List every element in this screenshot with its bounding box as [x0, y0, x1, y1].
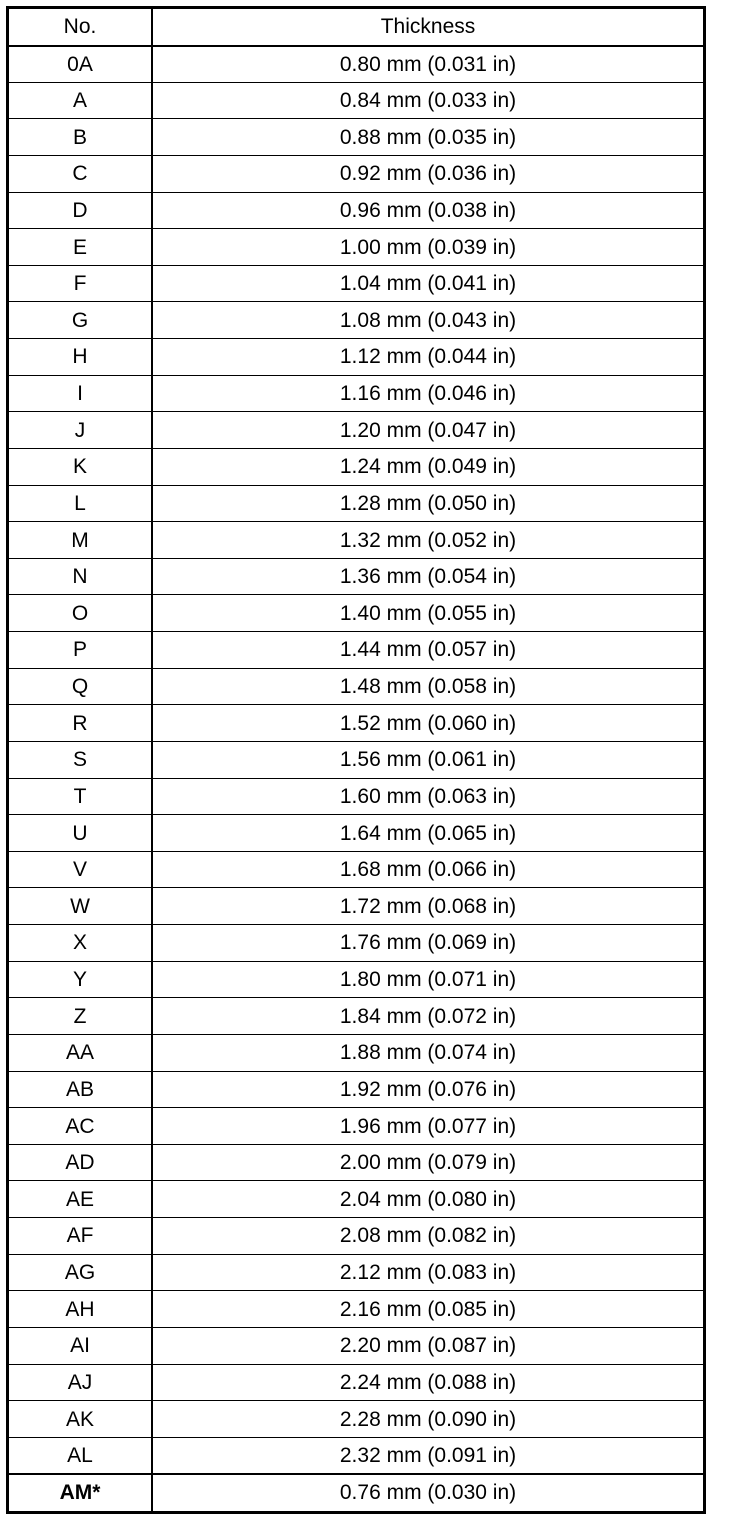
cell-thickness: 1.48 mm (0.058 in) — [152, 668, 703, 705]
table-row — [9, 1108, 703, 1145]
cell-thickness: 1.76 mm (0.069 in) — [152, 925, 703, 962]
cell-thickness: 0.92 mm (0.036 in) — [152, 155, 703, 192]
cell-thickness: 1.44 mm (0.057 in) — [152, 632, 703, 669]
table-row — [9, 778, 703, 815]
cell-no: T — [9, 778, 152, 815]
table-body — [9, 46, 703, 1511]
cell-no: K — [9, 448, 152, 485]
cell-thickness: 1.28 mm (0.050 in) — [152, 485, 703, 522]
thickness-table — [9, 9, 703, 1511]
cell-no: X — [9, 925, 152, 962]
table-row — [9, 265, 703, 302]
table-row — [9, 82, 703, 119]
cell-thickness: 1.56 mm (0.061 in) — [152, 741, 703, 778]
table-row — [9, 375, 703, 412]
table-row — [9, 961, 703, 998]
cell-no: R — [9, 705, 152, 742]
cell-thickness: 1.60 mm (0.063 in) — [152, 778, 703, 815]
table-row — [9, 1218, 703, 1255]
column-header-thickness: Thickness — [152, 9, 703, 46]
cell-thickness: 2.24 mm (0.088 in) — [152, 1364, 703, 1401]
cell-thickness: 0.76 mm (0.030 in) — [152, 1474, 703, 1511]
table-row — [9, 522, 703, 559]
cell-no: AD — [9, 1144, 152, 1181]
table-row — [9, 888, 703, 925]
cell-no: Z — [9, 998, 152, 1035]
cell-thickness: 1.64 mm (0.065 in) — [152, 815, 703, 852]
cell-thickness: 2.16 mm (0.085 in) — [152, 1291, 703, 1328]
cell-thickness: 1.00 mm (0.039 in) — [152, 229, 703, 266]
cell-no: D — [9, 192, 152, 229]
table-row — [9, 448, 703, 485]
cell-thickness: 1.40 mm (0.055 in) — [152, 595, 703, 632]
cell-thickness: 1.52 mm (0.060 in) — [152, 705, 703, 742]
cell-thickness: 0.96 mm (0.038 in) — [152, 192, 703, 229]
table-row — [9, 668, 703, 705]
cell-no: AB — [9, 1071, 152, 1108]
cell-no: AM* — [9, 1474, 152, 1511]
cell-thickness: 0.84 mm (0.033 in) — [152, 82, 703, 119]
table-row — [9, 595, 703, 632]
cell-thickness: 1.16 mm (0.046 in) — [152, 375, 703, 412]
cell-no: S — [9, 741, 152, 778]
table-row — [9, 1401, 703, 1438]
cell-thickness: 2.20 mm (0.087 in) — [152, 1327, 703, 1364]
cell-no: AL — [9, 1437, 152, 1474]
table-row — [9, 192, 703, 229]
table-row — [9, 155, 703, 192]
cell-thickness: 1.08 mm (0.043 in) — [152, 302, 703, 339]
table-row — [9, 1181, 703, 1218]
cell-no: H — [9, 339, 152, 376]
cell-no: W — [9, 888, 152, 925]
table-row — [9, 1291, 703, 1328]
cell-no: AC — [9, 1108, 152, 1145]
table-row — [9, 302, 703, 339]
cell-thickness: 1.12 mm (0.044 in) — [152, 339, 703, 376]
table-row — [9, 46, 703, 83]
cell-no: F — [9, 265, 152, 302]
cell-no: 0A — [9, 46, 152, 83]
cell-thickness: 1.72 mm (0.068 in) — [152, 888, 703, 925]
column-header-no: No. — [9, 9, 152, 46]
table-row — [9, 119, 703, 156]
cell-thickness: 2.12 mm (0.083 in) — [152, 1254, 703, 1291]
cell-no: Y — [9, 961, 152, 998]
cell-no: V — [9, 851, 152, 888]
table-row — [9, 1034, 703, 1071]
cell-no: L — [9, 485, 152, 522]
table-row — [9, 1144, 703, 1181]
table-row — [9, 229, 703, 266]
table-row — [9, 558, 703, 595]
table-row — [9, 632, 703, 669]
cell-no: N — [9, 558, 152, 595]
cell-thickness: 1.20 mm (0.047 in) — [152, 412, 703, 449]
cell-no: AA — [9, 1034, 152, 1071]
cell-thickness: 2.00 mm (0.079 in) — [152, 1144, 703, 1181]
table-row — [9, 705, 703, 742]
cell-no: AK — [9, 1401, 152, 1438]
cell-thickness: 1.04 mm (0.041 in) — [152, 265, 703, 302]
cell-no: B — [9, 119, 152, 156]
cell-thickness: 2.08 mm (0.082 in) — [152, 1218, 703, 1255]
cell-no: AJ — [9, 1364, 152, 1401]
cell-no: O — [9, 595, 152, 632]
cell-no: A — [9, 82, 152, 119]
cell-thickness: 1.92 mm (0.076 in) — [152, 1071, 703, 1108]
cell-no: E — [9, 229, 152, 266]
table-row — [9, 1071, 703, 1108]
table-row — [9, 851, 703, 888]
table-row — [9, 412, 703, 449]
cell-no: J — [9, 412, 152, 449]
cell-thickness: 0.80 mm (0.031 in) — [152, 46, 703, 83]
cell-thickness: 2.32 mm (0.091 in) — [152, 1437, 703, 1474]
cell-no: U — [9, 815, 152, 852]
table-row — [9, 1364, 703, 1401]
table-row — [9, 925, 703, 962]
thickness-table-frame — [6, 6, 706, 1514]
cell-thickness: 2.28 mm (0.090 in) — [152, 1401, 703, 1438]
cell-no: AF — [9, 1218, 152, 1255]
cell-no: M — [9, 522, 152, 559]
cell-thickness: 1.96 mm (0.077 in) — [152, 1108, 703, 1145]
cell-no: Q — [9, 668, 152, 705]
cell-thickness: 1.80 mm (0.071 in) — [152, 961, 703, 998]
cell-thickness: 1.88 mm (0.074 in) — [152, 1034, 703, 1071]
cell-no: P — [9, 632, 152, 669]
table-row — [9, 339, 703, 376]
table-row — [9, 1474, 703, 1511]
table-row — [9, 998, 703, 1035]
cell-no: C — [9, 155, 152, 192]
table-header-row — [9, 9, 703, 46]
table-row — [9, 1437, 703, 1474]
cell-thickness: 1.36 mm (0.054 in) — [152, 558, 703, 595]
cell-no: AE — [9, 1181, 152, 1218]
cell-thickness: 1.84 mm (0.072 in) — [152, 998, 703, 1035]
table-row — [9, 1327, 703, 1364]
cell-no: G — [9, 302, 152, 339]
cell-thickness: 1.68 mm (0.066 in) — [152, 851, 703, 888]
cell-no: AH — [9, 1291, 152, 1328]
table-row — [9, 741, 703, 778]
cell-thickness: 0.88 mm (0.035 in) — [152, 119, 703, 156]
table-row — [9, 1254, 703, 1291]
cell-thickness: 1.32 mm (0.052 in) — [152, 522, 703, 559]
cell-no: I — [9, 375, 152, 412]
cell-no: AG — [9, 1254, 152, 1291]
cell-thickness: 1.24 mm (0.049 in) — [152, 448, 703, 485]
table-row — [9, 815, 703, 852]
table-row — [9, 485, 703, 522]
cell-no: AI — [9, 1327, 152, 1364]
cell-thickness: 2.04 mm (0.080 in) — [152, 1181, 703, 1218]
